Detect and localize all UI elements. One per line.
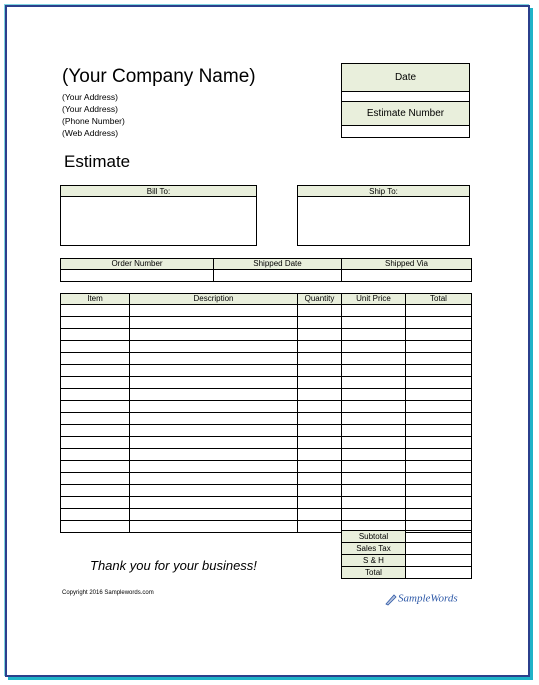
unit-price-cell[interactable] (342, 437, 406, 449)
quantity-cell[interactable] (298, 461, 342, 473)
table-row (61, 353, 472, 365)
table-row (61, 389, 472, 401)
total-cell[interactable] (406, 437, 472, 449)
shipped-date-header: Shipped Date (214, 259, 342, 270)
web-line: (Web Address) (62, 128, 119, 138)
description-cell[interactable] (130, 401, 298, 413)
table-row (61, 449, 472, 461)
unit-price-cell[interactable] (342, 329, 406, 341)
total-cell[interactable] (406, 317, 472, 329)
items-table (60, 293, 472, 533)
unit-price-cell[interactable] (342, 353, 406, 365)
copyright: Copyright 2016 Samplewords.com (62, 590, 154, 596)
item-cell[interactable] (61, 329, 130, 341)
table-row (61, 485, 472, 497)
item-cell[interactable] (61, 305, 130, 317)
quantity-cell[interactable] (298, 473, 342, 485)
unit-price-cell[interactable] (342, 485, 406, 497)
table-row (61, 329, 472, 341)
description-cell[interactable] (130, 449, 298, 461)
description-cell[interactable] (130, 425, 298, 437)
item-cell[interactable] (61, 353, 130, 365)
unit-price-cell[interactable] (342, 413, 406, 425)
bill-to-box[interactable] (60, 185, 257, 246)
order-number-header: Order Number (61, 259, 214, 270)
unit-price-cell[interactable] (342, 425, 406, 437)
table-row (61, 305, 472, 317)
unit-price-cell[interactable] (342, 317, 406, 329)
page-title: Estimate (64, 152, 131, 171)
total-cell[interactable] (406, 341, 472, 353)
total-cell[interactable] (406, 473, 472, 485)
description-cell[interactable] (130, 317, 298, 329)
description-cell[interactable] (130, 485, 298, 497)
table-row (61, 497, 472, 509)
quantity-cell[interactable] (298, 341, 342, 353)
description-cell[interactable] (130, 413, 298, 425)
total-label: Total (342, 567, 406, 579)
quantity-cell[interactable] (298, 365, 342, 377)
quantity-cell[interactable] (298, 437, 342, 449)
quantity-cell[interactable] (298, 377, 342, 389)
total-cell[interactable] (406, 509, 472, 521)
description-cell[interactable] (130, 329, 298, 341)
address-line: (Your Address) (62, 104, 118, 114)
thank-you-message: Thank you for your business! (90, 558, 257, 573)
description-cell[interactable] (130, 377, 298, 389)
quantity-cell[interactable] (298, 317, 342, 329)
total-cell[interactable] (406, 485, 472, 497)
subtotal-label: Subtotal (342, 531, 406, 543)
item-cell[interactable] (61, 449, 130, 461)
shipped-date-cell[interactable] (214, 270, 342, 282)
unit-price-cell[interactable] (342, 449, 406, 461)
estimate-number-label: Estimate Number (342, 102, 469, 126)
subtotal-value[interactable] (406, 531, 472, 543)
unit-price-cell[interactable] (342, 497, 406, 509)
shipped-via-cell[interactable] (342, 270, 472, 282)
description-cell[interactable] (130, 497, 298, 509)
description-cell[interactable] (130, 521, 298, 533)
item-cell[interactable] (61, 521, 130, 533)
total-cell[interactable] (406, 329, 472, 341)
quantity-cell[interactable] (298, 389, 342, 401)
item-cell[interactable] (61, 365, 130, 377)
table-row (61, 437, 472, 449)
total-value[interactable] (406, 567, 472, 579)
table-row (61, 461, 472, 473)
item-cell[interactable] (61, 509, 130, 521)
total-cell[interactable] (406, 389, 472, 401)
description-cell[interactable] (130, 353, 298, 365)
table-row (61, 317, 472, 329)
date-field[interactable] (342, 92, 469, 102)
quantity-cell[interactable] (298, 425, 342, 437)
unit-price-cell[interactable] (342, 389, 406, 401)
total-cell[interactable] (406, 497, 472, 509)
table-row (61, 341, 472, 353)
total-cell[interactable] (406, 353, 472, 365)
total-cell[interactable] (406, 425, 472, 437)
unit-price-cell[interactable] (342, 401, 406, 413)
description-cell[interactable] (130, 509, 298, 521)
unit-price-cell[interactable] (342, 305, 406, 317)
item-cell[interactable] (61, 317, 130, 329)
description-cell[interactable] (130, 437, 298, 449)
samplewords-logo (384, 592, 458, 606)
quantity-cell[interactable] (298, 497, 342, 509)
item-cell[interactable] (61, 377, 130, 389)
sales-tax-value[interactable] (406, 543, 472, 555)
estimate-number-field[interactable] (342, 126, 469, 136)
total-cell[interactable] (406, 413, 472, 425)
table-row (61, 509, 472, 521)
item-cell[interactable] (61, 425, 130, 437)
shipped-via-header: Shipped Via (342, 259, 472, 270)
table-row (61, 413, 472, 425)
total-cell[interactable] (406, 377, 472, 389)
description-cell[interactable] (130, 389, 298, 401)
pen-icon (384, 592, 398, 606)
shipping-value[interactable] (406, 555, 472, 567)
item-cell[interactable] (61, 437, 130, 449)
quantity-cell[interactable] (298, 413, 342, 425)
totals-table (341, 530, 472, 579)
item-cell[interactable] (61, 389, 130, 401)
description-cell[interactable] (130, 305, 298, 317)
description-cell[interactable] (130, 341, 298, 353)
quantity-cell[interactable] (298, 305, 342, 317)
unit-price-cell[interactable] (342, 377, 406, 389)
quantity-cell[interactable] (298, 521, 342, 533)
total-cell[interactable] (406, 305, 472, 317)
logo-text: SampleWords (398, 592, 458, 605)
quantity-cell[interactable] (298, 449, 342, 461)
unit-price-cell[interactable] (342, 509, 406, 521)
description-cell[interactable] (130, 461, 298, 473)
item-cell[interactable] (61, 497, 130, 509)
total-header: Total (406, 294, 472, 305)
total-cell[interactable] (406, 365, 472, 377)
item-cell[interactable] (61, 473, 130, 485)
item-cell[interactable] (61, 485, 130, 497)
unit-price-cell[interactable] (342, 365, 406, 377)
ship-to-label: Ship To: (298, 186, 469, 197)
total-cell[interactable] (406, 449, 472, 461)
total-cell[interactable] (406, 461, 472, 473)
quantity-cell[interactable] (298, 329, 342, 341)
table-row (61, 473, 472, 485)
quantity-cell[interactable] (298, 509, 342, 521)
date-label: Date (342, 64, 469, 92)
quantity-cell[interactable] (298, 485, 342, 497)
item-header: Item (61, 294, 130, 305)
table-row (61, 377, 472, 389)
ship-to-box[interactable] (297, 185, 470, 246)
unit-price-cell[interactable] (342, 473, 406, 485)
item-cell[interactable] (61, 413, 130, 425)
quantity-cell[interactable] (298, 401, 342, 413)
unit-price-cell[interactable] (342, 461, 406, 473)
quantity-cell[interactable] (298, 353, 342, 365)
address-line: (Your Address) (62, 92, 118, 102)
quantity-header: Quantity (298, 294, 342, 305)
item-cell[interactable] (61, 461, 130, 473)
unit-price-cell[interactable] (342, 341, 406, 353)
table-row (61, 425, 472, 437)
description-header: Description (130, 294, 298, 305)
date-box (341, 63, 470, 138)
item-cell[interactable] (61, 401, 130, 413)
phone-line: (Phone Number) (62, 116, 125, 126)
description-cell[interactable] (130, 365, 298, 377)
order-number-cell[interactable] (61, 270, 214, 282)
unit-price-header: Unit Price (342, 294, 406, 305)
table-row (61, 401, 472, 413)
bill-to-label: Bill To: (61, 186, 256, 197)
shipping-label: S & H (342, 555, 406, 567)
description-cell[interactable] (130, 473, 298, 485)
company-name: (Your Company Name) (62, 66, 256, 87)
sales-tax-label: Sales Tax (342, 543, 406, 555)
total-cell[interactable] (406, 401, 472, 413)
order-table (60, 258, 472, 282)
item-cell[interactable] (61, 341, 130, 353)
table-row (61, 365, 472, 377)
